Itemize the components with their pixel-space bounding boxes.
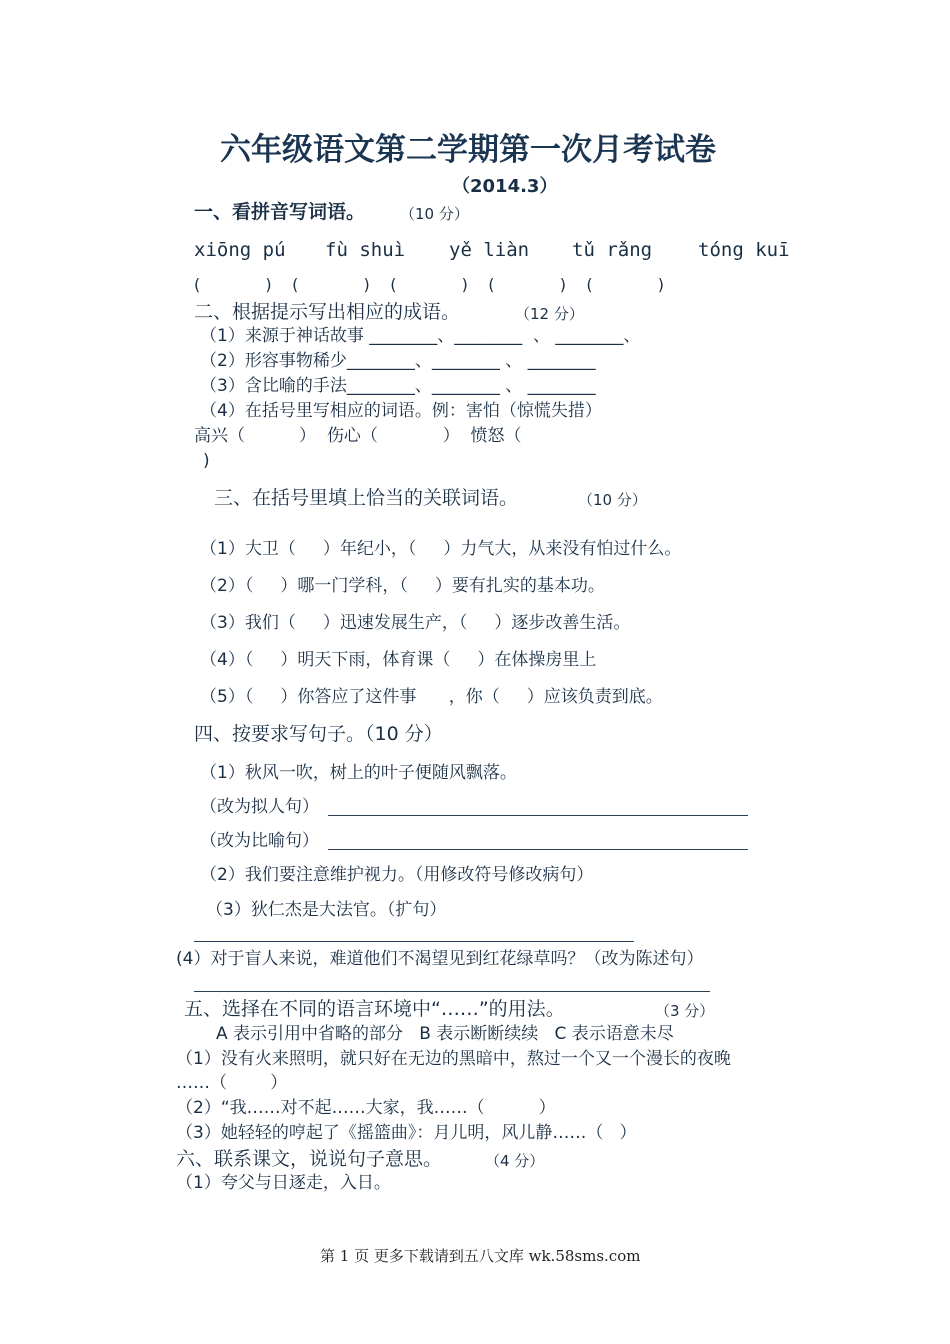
section4-heading: 四、按要求写句子。（10 分） [194,723,443,745]
section2-score: （12 分） [515,305,584,323]
section4-item-4: (4）对于盲人来说，难道他们不渴望见到红花绿草吗？（改为陈述句） [176,949,704,969]
section5-item-2: （2）“我……对不起……大家，我……（ ） [176,1098,556,1118]
section4-item-2: （2）我们要注意维护视力。（用修改符号修改病句） [200,865,594,885]
section3-item-3: （3）我们（ ）迅速发展生产，（ ）逐步改善生活。 [200,613,631,633]
section2-item-5: 高兴（ ） 伤心（ ） 愤怒（ [194,426,522,446]
page-footer: 第 1 页 更多下载请到五八文库 wk.58sms.com [320,1247,641,1265]
section5-item-1: （1）没有火来照明，就只好在无边的黑暗中，熬过一个又一个漫长的夜晚 [176,1049,731,1069]
expand-answer-line [194,941,634,942]
section2-item-5-close: ) [203,451,210,471]
section3-item-5: （5）（ ）你答应了这件事 ，你（ ）应该负责到底。 [200,687,663,707]
section2-item-4: （4）在括号里写相应的词语。例：害怕（惊慌失措） [200,401,602,421]
section5-item-3: （3）她轻轻的哼起了《摇篮曲》：月儿明，风儿静……（ ） [176,1123,637,1143]
section1-heading: 一、看拼音写词语。 [194,201,366,223]
section4-metaphor-label: （改为比喻句） [200,831,319,851]
section2-item-3: （3）含比喻的手法________、________ 、 ________ [200,376,596,396]
exam-date: （2014.3） [452,176,558,197]
metaphor-answer-line [328,849,748,850]
page-title: 六年级语文第二学期第一次月考试卷 [220,132,716,168]
section6-heading: 六、联系课文，说说句子意思。 [176,1148,443,1170]
pinyin-2: fù shuì [325,239,406,261]
section4-personify-label: （改为拟人句） [200,797,319,817]
section3-heading: 三、在括号里填上恰当的关联词语。 [214,487,519,509]
section4-item-1: （1）秋风一吹，树上的叶子便随风飘落。 [200,763,517,783]
section5-score: （3 分） [655,1002,715,1020]
statement-answer-line [194,991,710,992]
section5-heading: 五、选择在不同的语言环境中“……”的用法。 [184,998,565,1020]
section2-item-1: （1）来源于神话故事 ________、________ 、 ________、 [200,326,641,346]
section6-item-1: （1）夸父与日逐走，入日。 [176,1173,391,1193]
section6-score: （4 分） [485,1152,545,1170]
section3-score: （10 分） [578,491,647,509]
answer-parens-row: ( ) ( ) ( ) ( ) ( ) [194,275,666,294]
pinyin-3: yě liàn [449,239,530,261]
section2-heading: 二、根据提示写出相应的成语。 [194,301,461,323]
personify-answer-line [328,815,748,816]
section4-item-3: （3）狄仁杰是大法官。（扩句） [206,900,447,920]
section2-item-2: （2）形容事物稀少________、________ 、 ________ [200,351,596,371]
pinyin-5: tóng kuī [698,239,790,261]
pinyin-1: xiōng pú [194,239,286,261]
pinyin-4: tǔ rǎng [572,239,653,261]
section3-item-4: （4）（ ）明天下雨，体育课（ ）在体操房里上 [200,650,597,670]
section5-options: A 表示引用中省略的部分 B 表示断断续续 C 表示语意未尽 [216,1024,674,1044]
section3-item-1: （1）大卫（ ）年纪小，（ ）力气大，从来没有怕过什么。 [200,539,682,559]
section3-item-2: （2）（ ）哪一门学科，（ ）要有扎实的基本功。 [200,576,605,596]
section5-item-1-cont: ……（ ） [176,1073,288,1093]
section1-score: （10 分） [400,205,469,223]
